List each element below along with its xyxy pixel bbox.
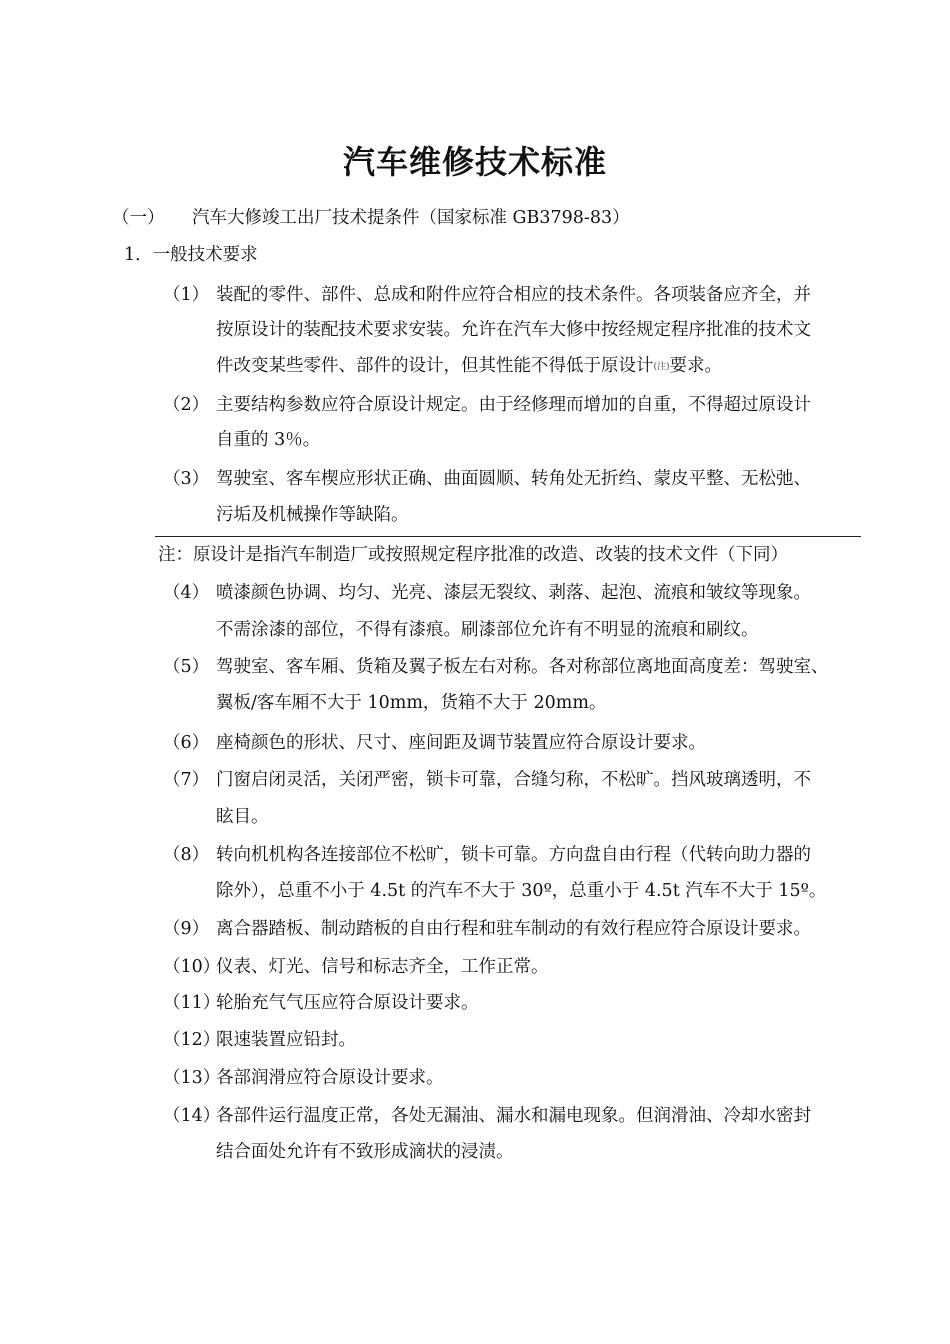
item-text-line: 各部件运行温度正常，各处无漏油、漏水和漏电现象。但润滑油、冷却水密封 <box>216 1106 811 1126</box>
item-text-line: 驾驶室、客车楔应形状正确、曲面圆顺、转角处无折绉、蒙皮平整、无松弛、 <box>216 469 811 489</box>
item-number: （12） <box>163 1030 221 1050</box>
footnote-marker: (注) <box>653 362 670 372</box>
item-number: （1） <box>163 285 210 305</box>
item-number: （14） <box>163 1106 221 1126</box>
item-number: （11） <box>163 993 221 1013</box>
item-number: （10） <box>163 957 221 977</box>
section-title: 汽车大修竣工出厂技术提条件（国家标准 GB3798-83） <box>192 208 630 228</box>
item-text-line: 眩目。 <box>216 807 269 827</box>
item-text-line: 转向机机构各连接部位不松旷，锁卡可靠。方向盘自由行程（代转向助力器的 <box>216 845 811 865</box>
footnote-divider <box>155 536 861 537</box>
item-number: （5） <box>163 657 210 677</box>
item-number: （9） <box>163 919 210 939</box>
item-text-line: 不需涂漆的部位，不得有漆痕。刷漆部位允许有不明显的流痕和刷纹。 <box>216 620 759 640</box>
item-number: （13） <box>163 1068 221 1088</box>
item-text-line: 各部润滑应符合原设计要求。 <box>216 1068 444 1088</box>
item-text-line: 除外），总重不小于 4.5t 的汽车不大于 30º，总重小于 4.5t 汽车不大于 15º。 <box>216 881 827 901</box>
item-text-line: 门窗启闭灵活，关闭严密，锁卡可靠，合缝匀称，不松旷。挡风玻璃透明，不 <box>216 770 811 790</box>
item-text-line: 污垢及机械操作等缺陷。 <box>216 505 409 525</box>
item-text-line: 按原设计的装配技术要求安装。允许在汽车大修中按经规定程序批准的技术文 <box>216 320 811 340</box>
item-text-line: 限速装置应铅封。 <box>216 1030 356 1050</box>
item-text-segment: 要求。 <box>669 356 723 376</box>
item-text-line: 座椅颜色的形状、尺寸、座间距及调节装置应符合原设计要求。 <box>216 733 706 753</box>
item-text-line: 翼板/客车厢不大于 10mm，货箱不大于 20mm。 <box>216 693 607 713</box>
item-number: （2） <box>163 395 210 415</box>
document-title: 汽车维修技术标准 <box>342 143 607 181</box>
item-number: （8） <box>163 845 210 865</box>
item-text-line <box>216 354 722 379</box>
item-text-line: 仪表、灯光、信号和标志齐全，工作正常。 <box>216 957 549 977</box>
item-text-line: 轮胎充气气压应符合原设计要求。 <box>216 993 479 1013</box>
item-number: （7） <box>163 770 210 790</box>
item-text-line: 喷漆颜色协调、均匀、光亮、漆层无裂纹、剥落、起泡、流痕和皱纹等现象。 <box>216 583 811 603</box>
item-text-line: 装配的零件、部件、总成和附件应符合相应的技术条件。各项装备应齐全，并 <box>216 285 811 305</box>
item-text-line: 主要结构参数应符合原设计规定。由于经修理而增加的自重，不得超过原设计 <box>216 395 811 415</box>
item-text-segment: 件改变某些零件、部件的设计，但其性能不得低于原设计 <box>216 356 654 376</box>
item-text-line: 自重的 3％。 <box>216 430 321 450</box>
item-text-line: 驾驶室、客车厢、货箱及翼子板左右对称。各对称部位离地面高度差：驾驶室、 <box>216 657 829 677</box>
item-text-line: 结合面处允许有不致形成滴状的浸渍。 <box>216 1142 514 1162</box>
footnote: 注：原设计是指汽车制造厂或按照规定程序批准的改造、改装的技术文件（下同） <box>158 545 788 565</box>
item-number: （6） <box>163 733 210 753</box>
item-text-line: 离合器踏板、制动踏板的自由行程和驻车制动的有效行程应符合原设计要求。 <box>216 919 811 939</box>
item-number: （4） <box>163 583 210 603</box>
subsection-heading: 1．一般技术要求 <box>124 245 258 265</box>
section-label: （一） <box>112 208 165 228</box>
item-number: （3） <box>163 469 210 489</box>
